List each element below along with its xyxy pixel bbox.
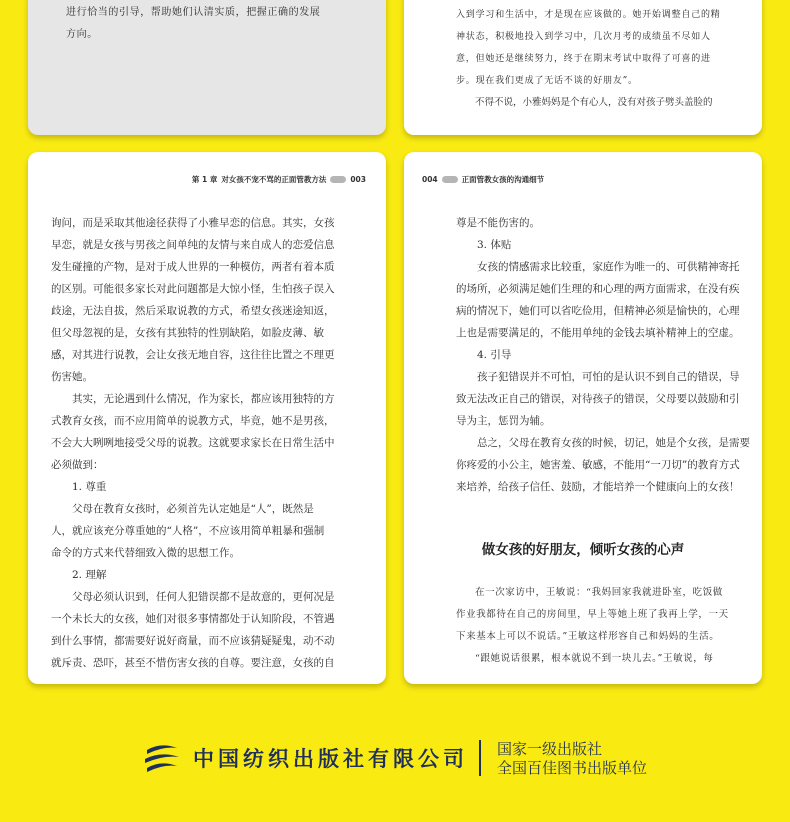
text-line: 入到学习和生活中，才是现在应该做的。她开始调整自己的精 <box>456 10 721 20</box>
text-line: 一个未长大的女孩，她们对很多事情都处于认知阶段，不管遇 <box>51 613 335 625</box>
page-body <box>51 212 371 674</box>
text-line: 的场所，必须满足她们生理的和心理的两方面需求，在没有疾 <box>456 283 740 295</box>
subheading: 2. 理解 <box>72 569 107 581</box>
text-line: 到什么事情，都需要好说好商量，而不应该猜疑疑鬼，动不动 <box>51 635 335 647</box>
publisher-logo-icon <box>143 742 183 776</box>
text-line: 病的情况下，她们可以省吃俭用，但精神必须是愉快的，心理 <box>456 305 740 317</box>
text-line: 必须做到： <box>51 459 104 471</box>
text-line: 神状态，积极地投入到学习中，几次月考的成绩虽不尽如人 <box>456 32 711 42</box>
text-line: 歧途，无法自拔，然后采取说教的方式，希望女孩迷途知返， <box>51 305 335 317</box>
text-line: “跟她说话很累，根本就说不到一块儿去。”王敏说，每 <box>475 653 714 664</box>
text-line: 的区别。可能很多家长对此问题都是大惊小怪，生怕孩子误入 <box>51 283 335 295</box>
text-line: 方向。 <box>66 29 98 40</box>
text-line: 步。现在我们更成了无话不谈的好朋友”。 <box>456 76 638 86</box>
text-line: 早恋，就是女孩与男孩之间单纯的友情与来自成人的恋爱信息 <box>51 239 335 251</box>
chapter-label: 第 1 章 <box>191 175 218 184</box>
page-card-top-right <box>404 0 762 135</box>
subheading: 4. 引导 <box>477 349 512 361</box>
page-card-004 <box>404 152 762 684</box>
section-heading-wrap <box>404 540 762 560</box>
text-line: 在一次家访中，王敏说：“我妈回家我就进卧室，吃饭做 <box>475 587 723 598</box>
text-line: 你疼爱的小公主，她害羞、敏感，不能用“一刀切”的教育方式 <box>456 459 740 471</box>
page-card-003 <box>28 152 386 684</box>
text-line: 其实，无论遇到什么情况，作为家长，都应该用独特的方 <box>72 393 335 405</box>
text-line: 女孩的情感需求比较重，家庭作为唯一的、可供精神寄托 <box>477 261 740 273</box>
page-marker-icon <box>442 176 458 183</box>
text-line: 命令的方式来代替细致入微的思想工作。 <box>51 547 240 559</box>
footer-divider <box>479 740 481 776</box>
text-line: 来培养，给孩子信任、鼓励，才能培养一个健康向上的女孩！ <box>456 481 740 493</box>
text-line: 发生碰撞的产物，是对于成人世界的一种模仿，两者有着本质 <box>51 261 335 273</box>
page-body <box>456 212 756 498</box>
page-body-2 <box>456 582 756 670</box>
text-line: 感，对其进行说教，会让女孩无地自容，这往往比置之不理更 <box>51 349 335 361</box>
text-line: 父母必须认识到，任何人犯错误都不是故意的，更何况是 <box>72 591 335 603</box>
page-marker-icon <box>330 176 346 183</box>
publisher-tag-2: 全国百佳图书出版单位 <box>497 759 648 777</box>
text-line: 询问，而是采取其他途径获得了小雅早恋的信息。其实，女孩 <box>51 217 335 229</box>
page-text <box>456 4 721 114</box>
text-line: 作业我都待在自己的房间里，早上等她上班了我再上学，一天 <box>456 609 729 620</box>
text-line: 但父母忽视的是，女孩有其独特的性别缺陷，如脸皮薄、敏 <box>51 327 324 339</box>
text-line: 就斥责、恐吓，甚至不惜伤害女孩的自尊。要注意，女孩的自 <box>51 657 335 669</box>
text-line: 不得不说，小雅妈妈是个有心人，没有对孩子劈头盖脸的 <box>475 97 713 108</box>
text-line: 父母在教育女孩时，必须首先认定她是“人”，既然是 <box>72 503 314 515</box>
page-card-top-left <box>28 0 386 135</box>
publisher-name: 中国纺织出版社有限公司 <box>193 746 468 771</box>
subheading: 3. 体贴 <box>477 239 512 251</box>
text-line: 进行恰当的引导，帮助她们认清实质，把握正确的发展 <box>66 7 321 18</box>
text-line: 不会大大咧咧地接受父母的说教。这就要求家长在日常生活中 <box>51 437 335 449</box>
publisher-footer <box>0 730 790 790</box>
text-line: 式教育女孩，而不应用简单的说教方式，毕竟，她不是男孩， <box>51 415 335 427</box>
section-heading: 做女孩的好朋友，倾听女孩的心声 <box>481 542 685 558</box>
text-line: 意，但她还是继续努力，终于在期末考试中取得了可喜的进 <box>456 54 711 64</box>
running-header <box>422 174 544 185</box>
text-line: 导为主，惩罚为辅。 <box>456 415 551 427</box>
text-line: 尊是不能伤害的。 <box>456 217 540 229</box>
text-line: 致无法改正自己的错误，对待孩子的错误，父母要以鼓励和引 <box>456 393 740 405</box>
text-line: 下来基本上可以不说话。”王敏这样形容自己和妈妈的生活。 <box>456 631 720 642</box>
page-number: 004 <box>422 175 438 184</box>
text-line: 总之，父母在教育女孩的时候，切记，她是个女孩，是需要 <box>477 437 750 449</box>
text-line: 上也是需要满足的，不能用单纯的金钱去填补精神上的空虚。 <box>456 327 740 339</box>
subheading: 1. 尊重 <box>72 481 107 493</box>
text-line: 人，就应该充分尊重她的“人格”，不应该用简单粗暴和强制 <box>51 525 325 537</box>
text-line: 伤害她。 <box>51 371 93 383</box>
text-line: 孩子犯错误并不可怕，可怕的是认识不到自己的错误，导 <box>477 371 740 383</box>
page-number: 003 <box>350 175 366 184</box>
header-title: 正面管教女孩的沟通细节 <box>461 175 545 184</box>
running-header <box>192 174 366 185</box>
header-title: 对女孩不宠不骂的正面管教方法 <box>221 175 327 184</box>
page-text <box>66 2 320 46</box>
publisher-tag-1: 国家一级出版社 <box>497 740 603 758</box>
